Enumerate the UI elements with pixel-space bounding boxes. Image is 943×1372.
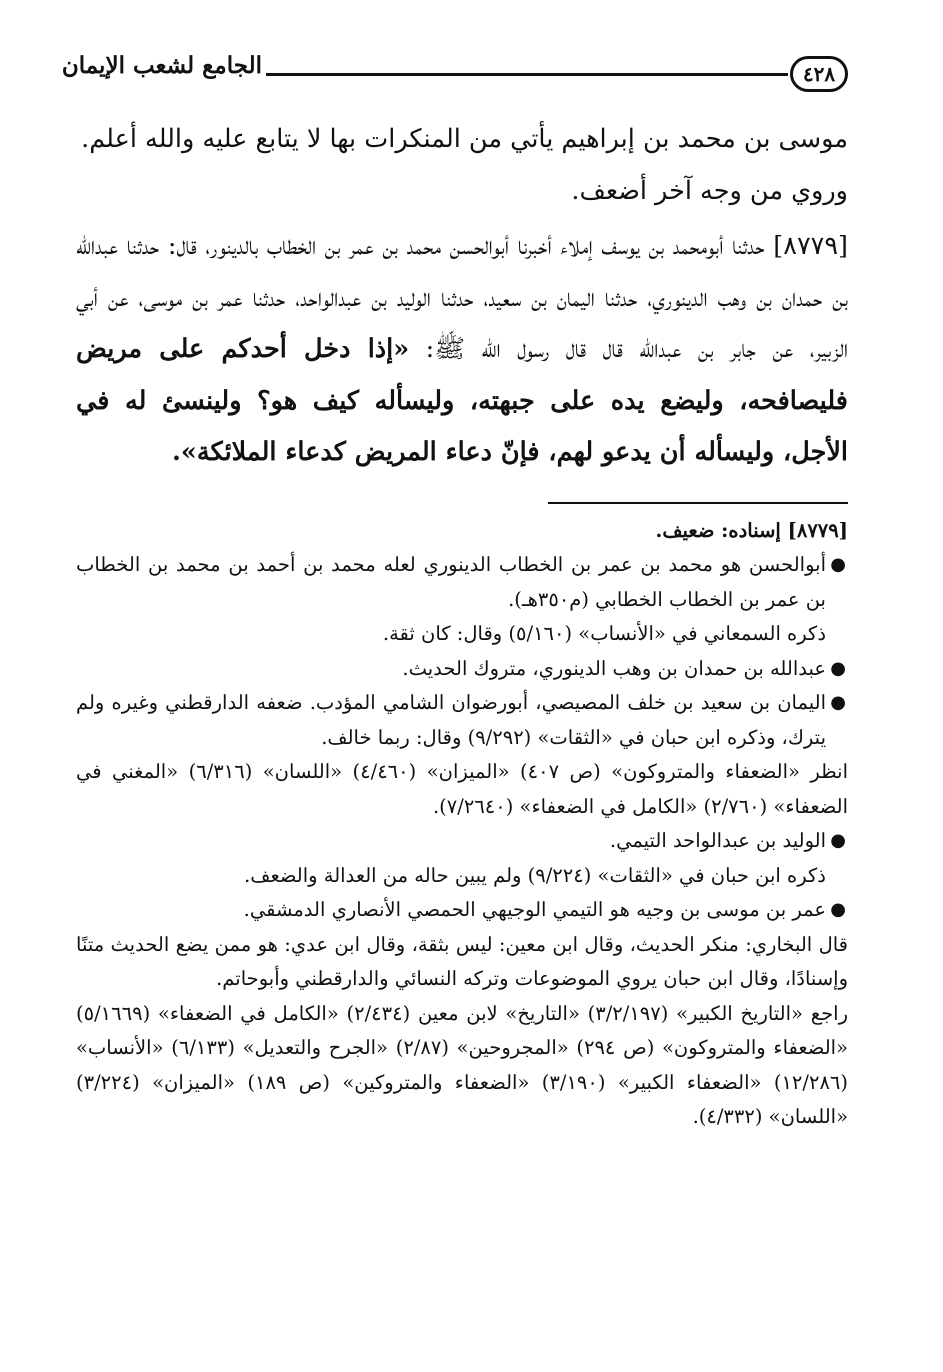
hadith-narration: [٨٧٧٩] حدثنا أبومحمد بن يوسف إملاء أخبرنا أبوالحسن محمد بن عمر بن الخطاب بالدينور، قال: حدثنا عبدالله بن حمدان بن وهب الدينوري، حدثنا اليمان بن سعيد، حدثنا الوليد بن عبدالواحد، حدثنا عمر بن موسى، عن أبي الزبير، عن جابر بن عبدالله قال قال رسول الله ﷺ: (76, 231, 848, 364)
footnote-paragraph: قال البخاري: منكر الحديث، وقال ابن معين: ليس بثقة، وقال ابن عدي: هو ممن يضع الحديث متنًا وإسنادًا، وقال ابن حبان يروي الموضوعات وتركه النسائي والدارقطني وأبوحاتم. (76, 932, 848, 990)
footnote-bullet-item (76, 686, 848, 755)
book-page (61, 40, 849, 1135)
bullet-icon: ● (830, 899, 846, 920)
bullet-icon: ● (830, 657, 846, 679)
bullet-icon: ● (830, 830, 846, 851)
footnote-rule (548, 502, 848, 504)
header-rule (266, 73, 788, 76)
footnote-subtext: ذكره ابن حبان في «الثقات» (٩/٢٢٤) ولم يبين حاله من العدالة والضعف. (244, 863, 826, 887)
bullet-icon: ● (830, 692, 846, 713)
intro-line: موسى بن محمد بن إبراهيم يأتي من المنكرات بها لا يتابع عليه والله أعلم. (81, 124, 848, 154)
footnote-subtext: ذكره السمعاني في «الأنساب» (٥/١٦٠) وقال: كان ثقة. (382, 622, 826, 645)
footnote-subtext: انظر «الضعفاء والمتروكون» (ص ٤٠٧) «الميزان» (٤/٤٦٠) «اللسان» (٦/٣١٦) «المغني في الضعفاء» (٢/٧٦٠) «الكامل في الضعفاء» (٧/٢٦٤٠). (76, 760, 848, 818)
footnote-text: عبدالله بن حمدان بن وهب الدينوري، متروك الحديث. (402, 656, 826, 680)
book-title: الجامع لشعب الإيمان (61, 52, 262, 79)
main-text (76, 114, 848, 479)
footnote-text: اليمان بن سعيد بن خلف المصيصي، أبورضوان الشامي المؤدب. ضعفه الدارقطني وغيره ولم يترك، وذكره ابن حبان في «الثقات» (٩/٢٩٢) وقال: ربما خالف. (76, 691, 826, 749)
hadith-text: «إذا دخل أحدكم على مريض فليصافحه، وليضع يده على جبهته، وليسأله كيف هو؟ ولينسئ له في الأجل، وليسأله أن يدعو لهم، فإنّ دعاء المريض كدعاء الملائكة». (76, 334, 848, 467)
footnote-paragraph: راجع «التاريخ الكبير» (٣/٢/١٩٧) «التاريخ» لابن معين (٢/٤٣٤) «الكامل في الضعفاء» (٥/١٦٦٩) «الضعفاء والمتروكون» (ص ٢٩٤) «المجروحين» (٢/٨٧) «الجرح والتعديل» (٦/١٣٣) «الأنساب» (١٢/٢٨٦) «الضعفاء الكبير» (٣/١٩٠) «الضعفاء والمتروكين» (ص ١٨٩) «الميزان» (٣/٢٢٤) «اللسان» (٤/٣٣٢). (76, 1001, 849, 1128)
footnote-bullet-item (76, 824, 848, 859)
footnote-text: أبوالحسن هو محمد بن عمر بن الخطاب الدينوري لعله محمد بن أحمد بن محمد بن الخطاب بن عمر بن الخطاب الخطابي (م٣٥٠هـ). (76, 553, 826, 611)
footnotes (76, 514, 848, 1135)
page-number: ٤٢٨ (790, 56, 848, 92)
footnote-bullet-item (76, 548, 848, 617)
intro-line: وروي من وجه آخر أضعف. (571, 175, 848, 206)
footnote-text: الوليد بن عبدالواحد التيمي. (609, 829, 826, 852)
bullet-icon: ● (830, 554, 846, 575)
page-header (61, 40, 848, 100)
footnote-bullet-item (76, 893, 848, 928)
footnote-text: عمر بن موسى بن وجيه هو التيمي الوجيهي الحمصي الأنصاري الدمشقي. (243, 898, 826, 921)
footnote-heading: [٨٧٧٩] إسناده: ضعيف. (655, 518, 848, 542)
footnote-bullet-item (76, 652, 848, 687)
hadith-paragraph (76, 221, 848, 479)
